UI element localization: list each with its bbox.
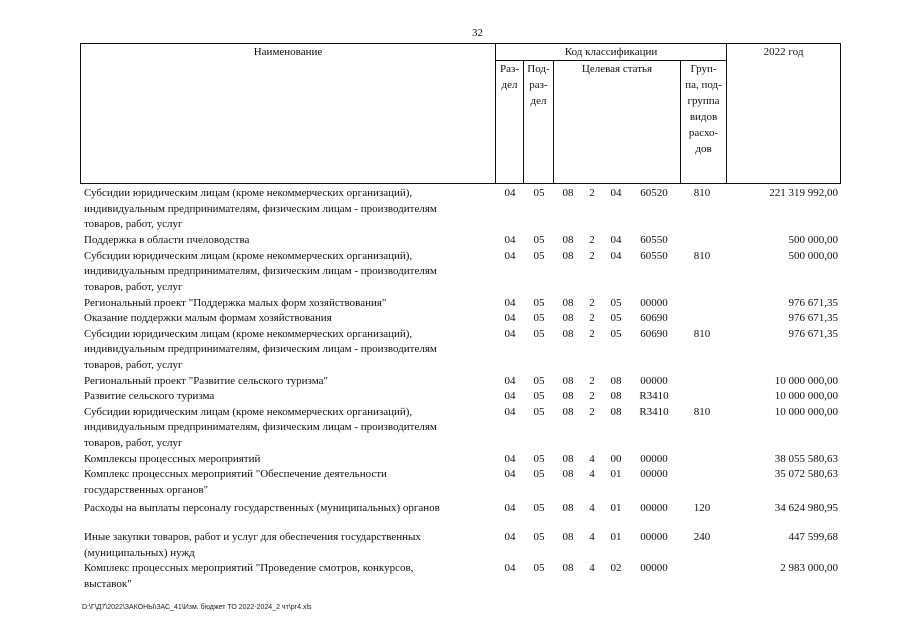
row-target-2: 2 [589, 312, 595, 324]
row-sum: 221 319 992,00 [769, 187, 838, 199]
table-row [80, 296, 840, 312]
header-code: Код классификации [496, 44, 727, 61]
row-vid: 240 [693, 531, 711, 543]
table-row [80, 452, 840, 468]
row-podrazdel: 05 [533, 468, 545, 480]
row-name: Региональный проект "Развитие сельского туризма" [84, 374, 328, 387]
table-body [80, 186, 840, 592]
row-sum: 500 000,00 [788, 234, 838, 246]
header-podrazdel: Под- раз- дел [524, 61, 554, 184]
row-target-3: 04 [610, 234, 622, 246]
row-name: Оказание поддержки малым формам хозяйствования [84, 312, 332, 324]
row-target-4: R3410 [639, 405, 669, 418]
row-name: Субсидии юридическим лицам (кроме некоммерческих организаций), индивидуальным предпринимателям, физическим лицам - производителям товаров, работ, услуг [84, 187, 437, 230]
row-name: Субсидии юридическим лицам (кроме некоммерческих организаций), индивидуальным предпринимателям, физическим лицам - производителям товаров, работ, услуг [84, 405, 437, 449]
row-target-4: 00000 [640, 296, 668, 309]
row-razdel: 04 [504, 502, 516, 514]
row-sum: 2 983 000,00 [780, 562, 838, 574]
row-vid: 120 [693, 502, 711, 514]
row-target-2: 2 [589, 390, 595, 402]
row-razdel: 04 [504, 405, 516, 418]
row-target-2: 4 [589, 468, 595, 480]
row-sum: 34 624 980,95 [774, 502, 838, 514]
row-name: Комплекс процессных мероприятий "Проведение смотров, конкурсов, выставок" [84, 562, 414, 590]
row-podrazdel: 05 [533, 390, 545, 402]
row-name: Комплекс процессных мероприятий "Обеспечение деятельности государственных органов" [84, 468, 387, 496]
row-podrazdel: 05 [533, 562, 545, 574]
row-razdel: 04 [504, 390, 516, 402]
row-podrazdel: 05 [533, 502, 545, 514]
row-target-2: 4 [589, 562, 595, 574]
row-target-4: R3410 [639, 390, 669, 402]
row-target-1: 08 [562, 390, 574, 402]
table-row [80, 405, 840, 452]
row-sum: 38 055 580,63 [774, 452, 838, 465]
row-target-4: 00000 [640, 468, 668, 480]
row-target-1: 08 [562, 531, 574, 543]
row-sum: 10 000 000,00 [774, 374, 838, 387]
row-name: Комплексы процессных мероприятий [84, 452, 261, 465]
table-row [80, 186, 840, 233]
row-target-1: 08 [562, 468, 574, 480]
row-name: Расходы на выплаты персоналу государственных (муниципальных) органов [84, 502, 440, 514]
row-sum: 500 000,00 [788, 249, 838, 262]
row-target-1: 08 [562, 312, 574, 324]
row-target-4: 00000 [640, 562, 668, 574]
row-podrazdel: 05 [533, 405, 545, 418]
row-target-1: 08 [562, 187, 574, 199]
row-target-3: 04 [610, 187, 622, 199]
table-header [80, 43, 841, 184]
row-razdel: 04 [504, 249, 516, 262]
row-razdel: 04 [504, 234, 516, 246]
row-target-4: 00000 [640, 374, 668, 387]
row-target-2: 2 [589, 187, 595, 199]
table-row [80, 389, 840, 405]
row-sum: 447 599,68 [788, 531, 838, 543]
row-target-2: 2 [589, 327, 595, 340]
table-row [80, 530, 840, 561]
file-path-footer: D:\Г\Д7\2022\ЗАКОНЫ\ЗАС_41\Изм. бюджет ТО 2022-2024_2 чт\рг4.xls [82, 604, 312, 611]
row-razdel: 04 [504, 562, 516, 574]
row-vid: 810 [693, 187, 711, 199]
row-podrazdel: 05 [533, 531, 545, 543]
row-podrazdel: 05 [533, 374, 545, 387]
row-name: Поддержка в области пчеловодства [84, 234, 250, 246]
row-target-2: 2 [589, 374, 595, 387]
row-target-1: 08 [562, 374, 574, 387]
row-vid: 810 [693, 327, 711, 340]
header-name: Наименование [81, 44, 496, 184]
row-target-1: 08 [562, 234, 574, 246]
table-row [80, 249, 840, 296]
table-row [80, 311, 840, 327]
row-podrazdel: 05 [533, 187, 545, 199]
row-target-4: 60550 [640, 249, 668, 262]
row-target-1: 08 [562, 249, 574, 262]
row-target-3: 01 [610, 531, 622, 543]
row-target-4: 00000 [640, 452, 668, 465]
row-name: Региональный проект "Поддержка малых форм хозяйствования" [84, 296, 387, 309]
row-podrazdel: 05 [533, 452, 545, 465]
row-target-3: 05 [610, 312, 622, 324]
header-target: Целевая статья [554, 61, 681, 184]
row-podrazdel: 05 [533, 312, 545, 324]
row-target-3: 05 [610, 327, 622, 340]
row-name: Субсидии юридическим лицам (кроме некоммерческих организаций), индивидуальным предпринимателям, физическим лицам - производителям товаров, работ, услуг [84, 327, 437, 371]
row-razdel: 04 [504, 374, 516, 387]
row-podrazdel: 05 [533, 249, 545, 262]
row-razdel: 04 [504, 468, 516, 480]
table-row [80, 233, 840, 249]
table-row [80, 374, 840, 390]
row-podrazdel: 05 [533, 327, 545, 340]
table-row [80, 498, 840, 530]
row-name: Иные закупки товаров, работ и услуг для обеспечения государственных (муниципальных) нужд [84, 531, 421, 559]
row-target-4: 60690 [640, 312, 668, 324]
row-target-1: 08 [562, 502, 574, 514]
row-target-4: 00000 [640, 531, 668, 543]
row-target-1: 08 [562, 562, 574, 574]
table-row [80, 327, 840, 374]
row-target-3: 08 [610, 374, 622, 387]
row-target-4: 60550 [640, 234, 668, 246]
row-target-3: 08 [610, 405, 622, 418]
row-target-2: 4 [589, 531, 595, 543]
row-razdel: 04 [504, 312, 516, 324]
row-razdel: 04 [504, 296, 516, 309]
row-target-1: 08 [562, 452, 574, 465]
row-target-3: 02 [610, 562, 622, 574]
row-target-2: 2 [589, 296, 595, 309]
row-sum: 976 671,35 [788, 312, 838, 324]
row-target-3: 01 [610, 468, 622, 480]
row-razdel: 04 [504, 327, 516, 340]
row-target-3: 05 [610, 296, 622, 309]
row-target-2: 2 [589, 405, 595, 418]
row-target-3: 01 [610, 502, 622, 514]
row-vid: 810 [693, 249, 711, 262]
row-sum: 976 671,35 [788, 327, 838, 340]
row-sum: 35 072 580,63 [774, 468, 838, 480]
row-target-1: 08 [562, 405, 574, 418]
row-name: Субсидии юридическим лицам (кроме некоммерческих организаций), индивидуальным предпринимателям, физическим лицам - производителям товаров, работ, услуг [84, 249, 437, 293]
row-sum: 10 000 000,00 [774, 390, 838, 402]
row-podrazdel: 05 [533, 296, 545, 309]
row-sum: 976 671,35 [788, 296, 838, 309]
row-target-2: 4 [589, 452, 595, 465]
row-target-4: 60690 [640, 327, 668, 340]
row-target-4: 00000 [640, 502, 668, 514]
row-target-4: 60520 [640, 187, 668, 199]
row-razdel: 04 [504, 187, 516, 199]
row-vid: 810 [693, 405, 711, 418]
row-target-2: 2 [589, 234, 595, 246]
row-razdel: 04 [504, 452, 516, 465]
header-year: 2022 год [727, 44, 841, 184]
header-razdel: Раз- дел [496, 61, 524, 184]
row-podrazdel: 05 [533, 234, 545, 246]
row-target-3: 08 [610, 390, 622, 402]
row-sum: 10 000 000,00 [774, 405, 838, 418]
row-target-3: 00 [610, 452, 622, 465]
row-razdel: 04 [504, 531, 516, 543]
row-target-2: 2 [589, 249, 595, 262]
row-target-2: 4 [589, 502, 595, 514]
page-number: 32 [472, 27, 483, 39]
row-target-1: 08 [562, 296, 574, 309]
table-row [80, 467, 840, 498]
row-target-3: 04 [610, 249, 622, 262]
header-vid: Груп- па, под- группа видов расхо- дов [681, 61, 727, 184]
row-target-1: 08 [562, 327, 574, 340]
table-row [80, 561, 840, 592]
row-name: Развитие сельского туризма [84, 390, 215, 402]
